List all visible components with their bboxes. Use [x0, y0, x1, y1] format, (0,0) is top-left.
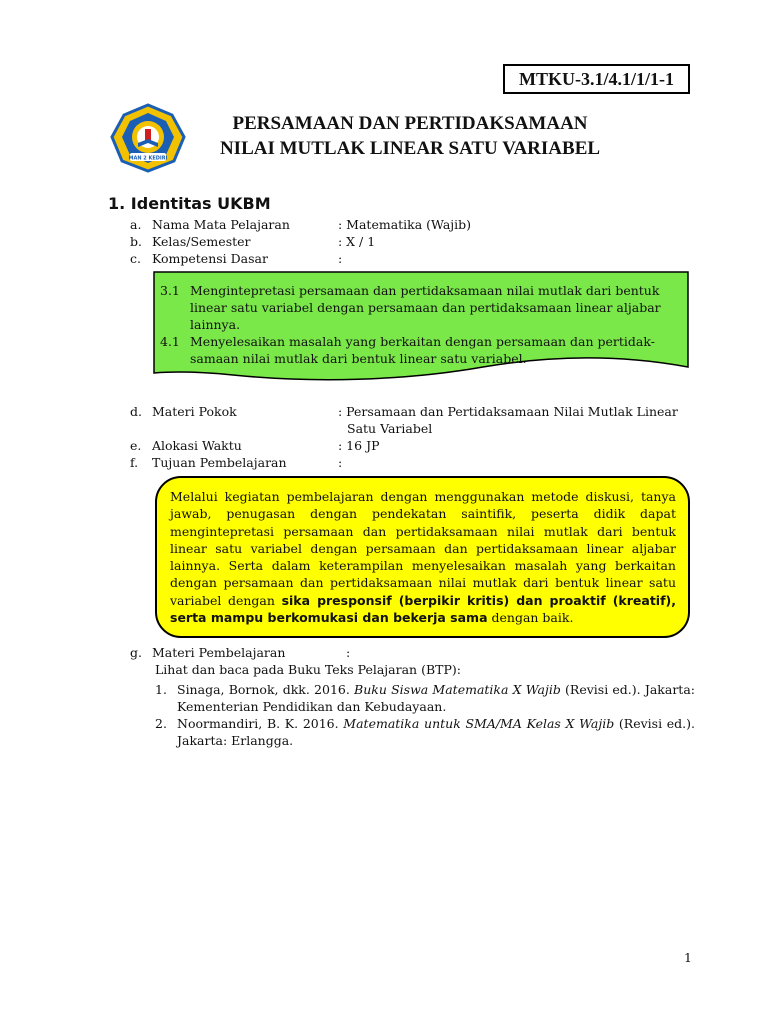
identity-value-d: : Persamaan dan Pertidaksamaan Nilai Mutlak Linear — [338, 404, 678, 419]
section-heading: 1. Identitas UKBM — [108, 194, 271, 213]
materi-row: g. Materi Pembelajaran — [130, 645, 286, 660]
identity-row-b: b. Kelas/Semester — [130, 234, 251, 249]
identity-value-d-cont: Satu Variabel — [347, 421, 433, 436]
identity-value-c: : — [338, 251, 343, 266]
identity-row-f: f. Tujuan Pembelajaran — [130, 455, 287, 470]
school-logo — [108, 103, 188, 173]
document-code: MTKU-3.1/4.1/1/1-1 — [503, 64, 690, 94]
kompetensi-list — [160, 282, 672, 367]
kompetensi-item: 3.1 Mengintepretasi persamaan dan pertidaksamaan nilai mutlak dari bentuk linear satu variabel dengan persamaan dan pertidaksamaan linear aljabar lainnya. — [160, 283, 661, 332]
identity-row-c: c. Kompetensi Dasar — [130, 251, 268, 266]
identity-row-e: e. Alokasi Waktu — [130, 438, 242, 453]
title-line-2: NILAI MUTLAK LINEAR SATU VARIABEL — [219, 138, 601, 159]
kompetensi-item: 4.1 Menyelesaikan masalah yang berkaitan dengan persamaan dan pertidak-samaan nilai mutlak dari bentuk linear satu variabel. — [160, 334, 655, 366]
identity-row-d: d. Materi Pokok — [130, 404, 237, 419]
title-line-1: PERSAMAAN DAN PERTIDAKSAMAAN — [232, 113, 588, 134]
identity-value-f: : — [338, 455, 343, 470]
identity-value-e: : 16 JP — [338, 438, 380, 453]
logo-text: MAN 2 KEDIRI — [128, 155, 168, 162]
page-number: 1 — [684, 950, 692, 965]
identity-row-a: a. Nama Mata Pelajaran — [130, 217, 290, 232]
reference-item: 1. Sinaga, Bornok, dkk. 2016. Buku Siswa Matematika X Wajib (Revisi ed.). Jakarta: Kementerian Pendidikan dan Kebudayaan. — [155, 682, 695, 714]
identity-value-a: : Matematika (Wajib) — [338, 217, 472, 232]
materi-intro: Lihat dan baca pada Buku Teks Pelajaran (BTP): — [155, 662, 461, 677]
materi-colon: : — [346, 645, 351, 660]
reference-item: 2. Noormandiri, B. K. 2016. Matematika untuk SMA/MA Kelas X Wajib (Revisi ed.). Jakarta: Erlangga. — [155, 716, 696, 748]
identity-value-b: : X / 1 — [338, 234, 376, 249]
tujuan-text: Melalui kegiatan pembelajaran dengan menggunakan metode diskusi, tanya jawab, penugasan dengan pendekatan saintifik, peserta didik dapat mengintepretasi persamaan dan pertidaksamaan nilai mutlak dari bentuk linear satu variabel dengan persamaan dan pertidaksamaan linear aljabar lainnya. Serta dalam keterampilan menyelesaikan masalah yang berkaitan dengan persamaan dan pertidaksamaan nilai mutlak dari bentuk linear satu variabel dengan sika presponsif (berpikir kritis) dan proaktif (kreatif), serta mampu berkomukasi dan bekerja sama dengan baik. — [170, 489, 676, 626]
